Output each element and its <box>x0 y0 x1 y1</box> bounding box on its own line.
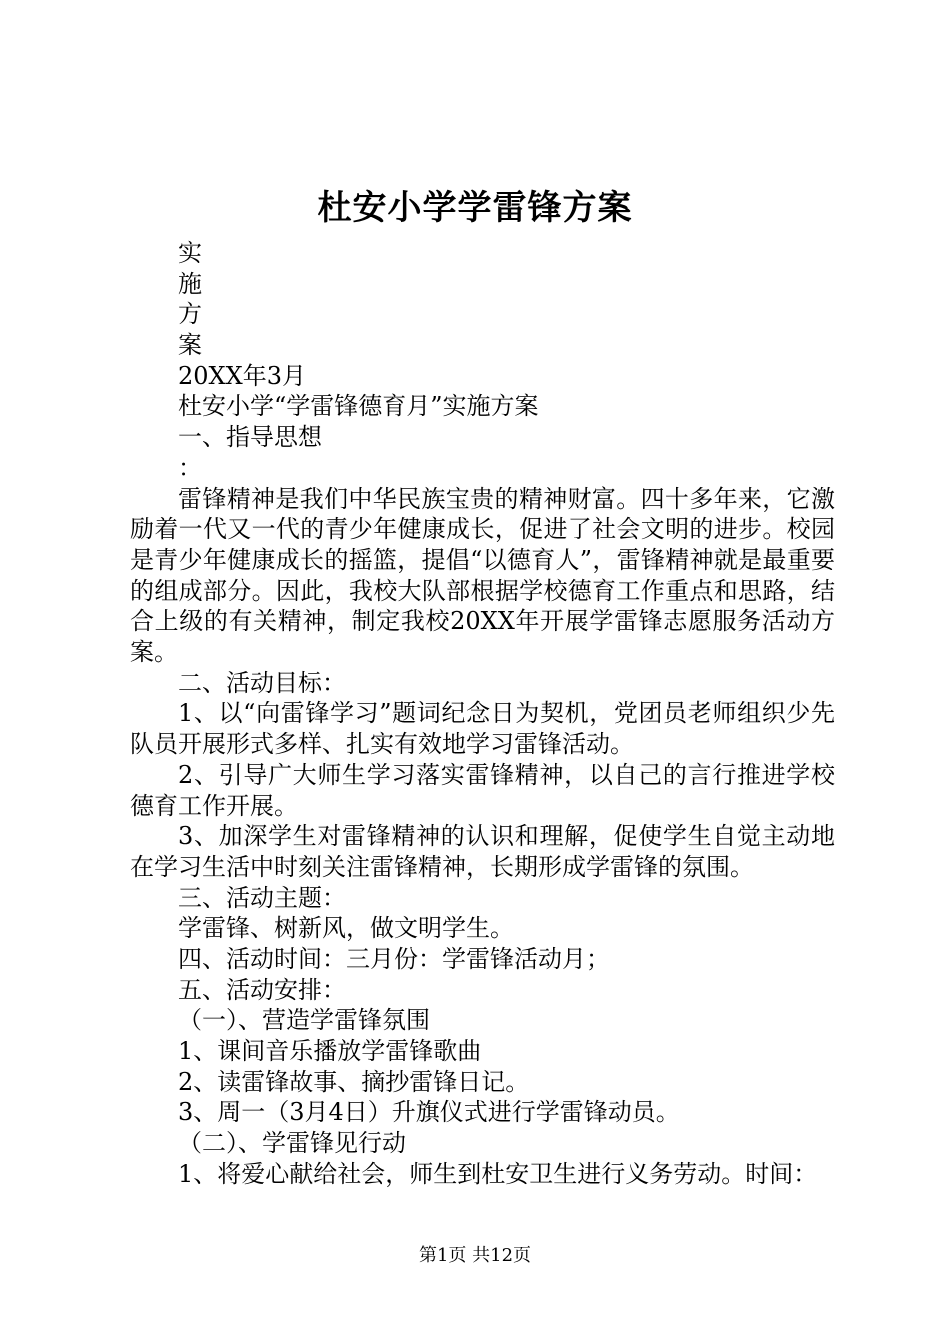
vertical-char: 方 <box>178 300 202 329</box>
document-body <box>130 238 835 1190</box>
theme-text: 学雷锋、树新风，做文明学生。 <box>178 914 514 943</box>
list-item: 1、将爱心献给社会，师生到杜安卫生进行义务劳动。时间： <box>178 1159 818 1188</box>
page-title: 杜安小学学雷锋方案 <box>317 188 633 228</box>
section-heading-goal: 二、活动目标： <box>178 668 346 697</box>
subsection-heading-1: （一）、营造学雷锋氛围 <box>178 1006 430 1035</box>
paragraph-goal-1: 1、以“向雷锋学习”题词纪念日为契机，党团员老师组织少先队员开展形式多样、扎实有效地学习雷锋活动。 <box>130 699 835 759</box>
paragraph-guide: 雷锋精神是我们中华民族宝贵的精神财富。四十多年来，它激励着一代又一代的青少年健康成长，促进了社会文明的进步。校园是青少年健康成长的摇篮，提倡“以德育人”，雷锋精神就是最重要的组成部分。因此，我校大队部根据学校德育工作重点和思路，结合上级的有关精神，制定我校20XX年开展学雷锋志愿服务活动方案。 <box>130 484 835 667</box>
subsection-heading-2: （二）、学雷锋见行动 <box>178 1129 406 1158</box>
date-line: 20XX年3月 <box>178 361 306 390</box>
paragraph-goal-3: 3、加深学生对雷锋精神的认识和理解，促使学生自觉主动地在学习生活中时刻关注雷锋精神，长期形成学雷锋的氛围。 <box>130 822 835 881</box>
section-time: 四、活动时间：三月份：学雷锋活动月； <box>178 945 610 973</box>
list-item: 2、读雷锋故事、摘抄雷锋日记。 <box>178 1067 530 1096</box>
section-heading-theme: 三、活动主题： <box>178 883 346 912</box>
paragraph-goal-2: 2、引导广大师生学习落实雷锋精神，以自己的言行推进学校德育工作开展。 <box>130 760 835 820</box>
section-heading-guide: 一、指导思想 <box>178 423 322 452</box>
vertical-char: 案 <box>178 331 202 360</box>
section-heading-arrange: 五、活动安排： <box>178 975 346 1004</box>
section-colon: ： <box>178 453 202 482</box>
document-subtitle: 杜安小学“学雷锋德育月”实施方案 <box>178 392 539 421</box>
vertical-char: 施 <box>178 269 202 298</box>
vertical-char: 实 <box>178 239 202 267</box>
list-item: 3、周一（3月4日）升旗仪式进行学雷锋动员。 <box>178 1098 680 1127</box>
list-item: 1、课间音乐播放学雷锋歌曲 <box>178 1037 482 1066</box>
page-footer: 第1页 共12页 <box>418 1245 532 1266</box>
